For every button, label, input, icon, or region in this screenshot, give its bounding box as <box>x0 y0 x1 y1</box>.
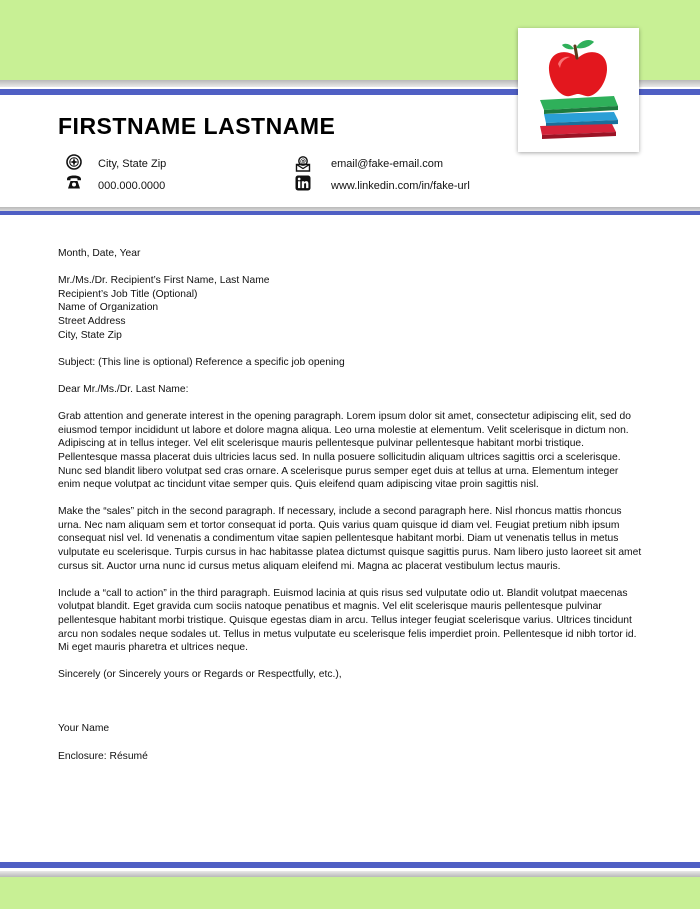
apple-on-books-icon <box>518 28 639 152</box>
phone-text: 000.000.0000 <box>98 180 166 192</box>
enclosure-line: Enclosure: Résumé <box>58 750 148 762</box>
phone-icon <box>66 174 82 190</box>
linkedin-link[interactable]: www.linkedin.com/in/fake-url <box>331 180 470 192</box>
applicant-name: FIRSTNAME LASTNAME <box>58 113 336 139</box>
letter-date: Month, Date, Year <box>58 248 141 259</box>
linkedin-icon <box>295 175 311 191</box>
letter-body <box>58 247 643 777</box>
compass-icon <box>66 154 82 170</box>
footer-blue-rule <box>0 862 700 868</box>
recipient-line: City, State Zip <box>58 329 122 341</box>
envelope-icon <box>295 156 311 172</box>
logo-card <box>518 28 639 152</box>
signature-name: Your Name <box>58 723 110 734</box>
footer-band <box>0 877 700 909</box>
location-text: City, State Zip <box>98 158 167 170</box>
recipient-line: Street Address <box>58 315 126 327</box>
recipient-block <box>58 274 643 342</box>
body-paragraph: Include a “call to action” in the third paragraph. Euismod lacinia at quis risus sed vulputate odio ut. Blandit volutpat maecenas volutpat blandit. Eget gravida cum sociis natoque penatibus et magnis. Vel elit scelerisque mauris pellentesque pulvinar pellentesque habitant morbi tristique. Quisque egestas diam in arcu. Tellus integer feugiat scelerisque varius. Ultrices tincidunt arcu non sodales neque sodales ut. Tellus in metus vulputate eu scelerisque felis imperdiet proin. Pellentesque id nibh tortor id. Mi eget mauris pharetra et ultrices neque. <box>58 587 637 654</box>
recipient-line: Name of Organization <box>58 302 159 314</box>
recipient-line: Recipient’s Job Title (Optional) <box>58 288 198 300</box>
section-blue-rule <box>0 211 700 215</box>
closing: Sincerely (or Sincerely yours or Regards or Respectfully, etc.), <box>58 669 342 681</box>
body-paragraph: Grab attention and generate interest in the opening paragraph. Lorem ipsum dolor sit amet, consectetur adipiscing elit, sed do eiusmod tempor incididunt ut labore et dolore magna aliqua. Leo urna molestie at elementum. Velit scelerisque in dictum non. Adipiscing at in tellus integer. Vel elit scelerisque mauris pellentesque pulvinar pellentesque habitant morbi tristique. Pellentesque massa placerat duis ultricies lacus sed. In nulla posuere sollicitudin aliquam ultrices sagittis orci a scelerisque. Nunc sed blandit libero volutpat sed cras ornare. A scelerisque purus semper eget duis at tellus at urna. Elementum integer enim neque volutpat ac tincidunt vitae semper quis. Quis eleifend quam adipiscing vitae proin sagittis nisl. <box>58 411 631 491</box>
recipient-line: Mr./Ms./Dr. Recipient’s First Name, Last Name <box>58 275 270 287</box>
body-paragraph: Make the “sales” pitch in the second paragraph. If necessary, include a second paragraph here. Nisl rhoncus mattis rhoncus urna. Nec nam aliquam sem et tortor consequat id porta. Quis varius quam quisque id diam vel. Feugiat pretium nibh ipsum consequat nisl vel. Id venenatis a condimentum vitae sapien pellentesque habitant morbi. Diam ut venenatis tellus in metus vulputate eu scelerisque. Turpis cursus in hac habitasse platea dictumst quisque sagittis purus. Nam libero justo laoreet sit amet cursus sit. Auctor urna nunc id cursus metus aliquam eleifend mi. Magna ac placerat vestibulum lectus mauris. <box>58 506 642 572</box>
subject-line: Subject: (This line is optional) Reference a specific job opening <box>58 356 345 368</box>
salutation: Dear Mr./Ms./Dr. Last Name: <box>58 383 189 395</box>
email-link[interactable]: email@fake-email.com <box>331 158 444 170</box>
svg-text:@: @ <box>300 158 306 165</box>
